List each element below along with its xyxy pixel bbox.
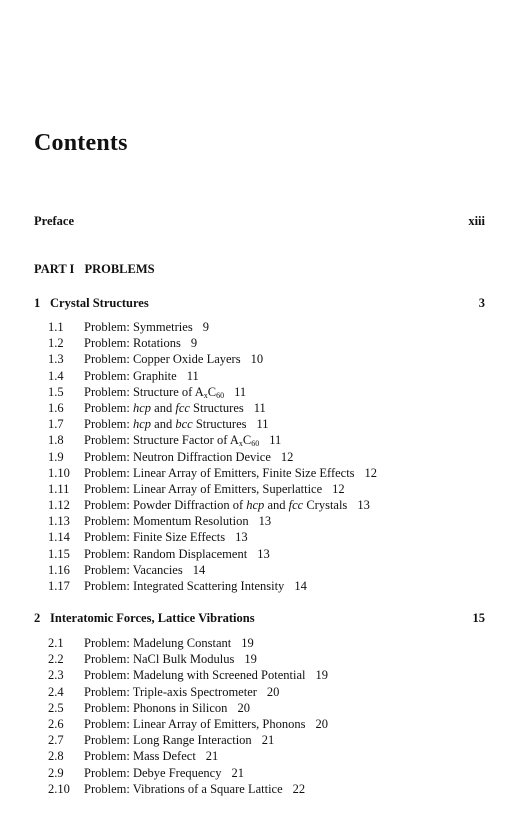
entry-text: Momentum Resolution bbox=[132, 514, 249, 529]
entry-italic: fcc bbox=[288, 498, 304, 513]
entry-text: C bbox=[242, 433, 252, 448]
entry-title bbox=[133, 320, 193, 334]
preface-label: Preface bbox=[34, 214, 75, 228]
toc-entry[interactable] bbox=[48, 732, 485, 748]
entry-text: Triple-axis Spectrometer bbox=[132, 684, 257, 699]
entry-prefix: Problem: bbox=[84, 481, 130, 496]
entry-title bbox=[133, 636, 231, 650]
entry-text: Mass Defect bbox=[132, 749, 196, 764]
part-heading bbox=[34, 262, 155, 277]
entry-prefix: Problem: bbox=[84, 368, 130, 383]
toc-entry[interactable] bbox=[48, 635, 485, 651]
entry-text: Structure of A bbox=[132, 384, 204, 399]
entry-number: 1.10 bbox=[48, 465, 70, 480]
toc-entry[interactable] bbox=[48, 416, 485, 432]
toc-entry[interactable] bbox=[48, 748, 485, 764]
entry-number: 1.13 bbox=[48, 514, 70, 529]
chapter-title-wrap bbox=[34, 296, 149, 311]
entry-text: Finite Size Effects bbox=[132, 530, 226, 545]
toc-entry[interactable] bbox=[48, 578, 485, 594]
entry-text: Powder Diffraction of bbox=[132, 498, 247, 513]
entry-text: NaCl Bulk Modulus bbox=[132, 652, 235, 667]
chapter-number: 2 bbox=[34, 611, 41, 625]
toc-entry[interactable] bbox=[48, 765, 485, 781]
entry-title bbox=[133, 433, 259, 447]
entry-title bbox=[133, 417, 247, 431]
chapter-title: Interatomic Forces, Lattice Vibrations bbox=[50, 611, 255, 625]
entry-prefix: Problem: bbox=[84, 514, 130, 529]
toc-entry[interactable] bbox=[48, 368, 485, 384]
entry-title bbox=[133, 385, 224, 399]
entry-prefix: Problem: bbox=[84, 336, 130, 351]
entry-page: 9 bbox=[190, 336, 198, 351]
toc-entry[interactable] bbox=[48, 351, 485, 367]
entry-number: 2.5 bbox=[48, 700, 64, 715]
chapter-heading[interactable] bbox=[34, 611, 485, 626]
entry-title bbox=[133, 733, 252, 747]
entry-title bbox=[133, 482, 322, 496]
chapter-title: Crystal Structures bbox=[50, 296, 149, 310]
entry-page: 21 bbox=[231, 765, 244, 780]
entry-prefix: Problem: bbox=[84, 652, 130, 667]
entry-subscript: 60 bbox=[216, 390, 225, 400]
entry-prefix: Problem: bbox=[84, 579, 130, 593]
entry-page: 11 bbox=[234, 384, 247, 399]
entry-page: 13 bbox=[257, 546, 270, 561]
entry-prefix: Problem: bbox=[84, 384, 130, 399]
entry-italic: fcc bbox=[175, 400, 190, 415]
entry-number: 2.4 bbox=[48, 684, 64, 699]
entry-number: 1.1 bbox=[48, 320, 64, 334]
entry-text: Phonons in Silicon bbox=[132, 700, 228, 715]
preface-page: xiii bbox=[468, 214, 485, 228]
entry-prefix: Problem: bbox=[84, 700, 130, 715]
entry-page: 12 bbox=[332, 481, 345, 496]
entry-title bbox=[133, 466, 355, 480]
entry-number: 1.5 bbox=[48, 384, 64, 399]
entry-prefix: Problem: bbox=[84, 765, 130, 780]
entry-prefix: Problem: bbox=[84, 465, 130, 480]
entry-title bbox=[133, 579, 284, 593]
entry-number: 1.12 bbox=[48, 498, 70, 513]
toc-entry[interactable] bbox=[48, 432, 485, 448]
toc-entry[interactable] bbox=[48, 684, 485, 700]
entry-subscript: x bbox=[238, 439, 243, 449]
entry-number: 2.2 bbox=[48, 652, 64, 667]
entry-number: 1.2 bbox=[48, 336, 64, 351]
entry-text: Structure Factor of A bbox=[132, 433, 239, 448]
entry-text: Linear Array of Emitters, Finite Size Effects bbox=[132, 465, 355, 480]
entry-text: Structures bbox=[192, 417, 247, 432]
entry-page: 19 bbox=[241, 636, 254, 650]
entry-prefix: Problem: bbox=[84, 546, 130, 561]
entry-text: Crystals bbox=[303, 498, 348, 513]
chapter-page: 15 bbox=[472, 611, 485, 625]
entry-title bbox=[133, 701, 227, 715]
entry-title bbox=[133, 717, 306, 731]
entry-text: Long Range Interaction bbox=[132, 733, 252, 748]
entry-subscript: x bbox=[203, 390, 208, 400]
entry-text: Random Displacement bbox=[132, 546, 248, 561]
entry-title bbox=[133, 450, 271, 464]
entry-text: Neutron Diffraction Device bbox=[132, 449, 271, 464]
entry-title bbox=[133, 766, 222, 780]
toc-entry[interactable] bbox=[48, 651, 485, 667]
toc-entry[interactable] bbox=[48, 513, 485, 529]
entry-number: 1.3 bbox=[48, 352, 64, 367]
entry-page: 22 bbox=[292, 781, 306, 796]
entry-text: Linear Array of Emitters, Phonons bbox=[132, 716, 306, 731]
entry-number: 1.15 bbox=[48, 546, 70, 561]
entry-title bbox=[133, 685, 257, 699]
entry-text: Structures bbox=[189, 400, 244, 415]
entry-text: Vibrations of a Square Lattice bbox=[132, 781, 283, 796]
entry-prefix: Problem: bbox=[84, 433, 130, 448]
entry-prefix: Problem: bbox=[84, 562, 130, 577]
entry-number: 2.3 bbox=[48, 668, 64, 683]
entry-page: 11 bbox=[256, 417, 269, 432]
entry-page: 11 bbox=[269, 433, 282, 448]
entry-page: 20 bbox=[237, 700, 250, 715]
entry-title bbox=[133, 369, 177, 383]
entry-prefix: Problem: bbox=[84, 320, 130, 334]
page-title: Contents bbox=[34, 130, 128, 156]
entry-number: 2.7 bbox=[48, 733, 64, 748]
toc-entry[interactable] bbox=[48, 497, 485, 513]
entry-title bbox=[133, 749, 196, 763]
entry-prefix: Problem: bbox=[84, 498, 130, 513]
entry-prefix: Problem: bbox=[84, 668, 130, 683]
entry-number: 1.6 bbox=[48, 400, 64, 415]
entry-text: Integrated Scattering Intensity bbox=[132, 579, 285, 593]
entry-text: Symmetries bbox=[132, 320, 193, 334]
toc-entry[interactable] bbox=[48, 562, 485, 578]
toc-entry[interactable] bbox=[48, 529, 485, 545]
entry-number: 1.7 bbox=[48, 417, 64, 432]
chapter-page: 3 bbox=[478, 296, 485, 310]
entry-italic: hcp bbox=[246, 498, 265, 513]
entry-prefix: Problem: bbox=[84, 749, 130, 764]
entry-prefix: Problem: bbox=[84, 781, 130, 796]
entry-page: 12 bbox=[280, 449, 294, 464]
entry-prefix: Problem: bbox=[84, 684, 130, 699]
entry-title bbox=[133, 514, 249, 528]
chapter-heading[interactable] bbox=[34, 296, 485, 311]
entry-title bbox=[133, 352, 241, 366]
toc-entry[interactable] bbox=[48, 481, 485, 497]
entry-page: 12 bbox=[364, 465, 378, 480]
entry-prefix: Problem: bbox=[84, 417, 130, 432]
entry-page: 14 bbox=[192, 562, 206, 577]
entry-title bbox=[133, 782, 283, 796]
entry-prefix: Problem: bbox=[84, 400, 130, 415]
entry-title bbox=[133, 652, 234, 666]
entry-number: 2.6 bbox=[48, 716, 64, 731]
entry-text: and bbox=[264, 498, 289, 513]
toc-entry[interactable] bbox=[48, 667, 485, 683]
entry-text: and bbox=[151, 417, 176, 432]
entry-prefix: Problem: bbox=[84, 352, 130, 367]
entry-page: 19 bbox=[244, 652, 257, 667]
entry-text: Debye Frequency bbox=[132, 765, 222, 780]
entry-number: 1.17 bbox=[48, 579, 70, 593]
entry-italic: hcp bbox=[132, 417, 152, 432]
entry-page: 9 bbox=[202, 320, 209, 334]
toc-entry[interactable] bbox=[48, 716, 485, 732]
chapter-entries bbox=[48, 319, 485, 594]
entry-page: 11 bbox=[253, 400, 266, 415]
entry-italic: bcc bbox=[175, 417, 193, 432]
entry-title bbox=[133, 668, 306, 682]
toc-entry[interactable] bbox=[48, 781, 485, 797]
entry-number: 1.16 bbox=[48, 562, 70, 577]
entry-number: 2.8 bbox=[48, 749, 64, 764]
chapter-number: 1 bbox=[34, 296, 41, 310]
entry-page: 21 bbox=[261, 733, 275, 748]
entry-number: 1.8 bbox=[48, 433, 64, 448]
entry-number: 2.9 bbox=[48, 765, 64, 780]
entry-text: Madelung Constant bbox=[132, 636, 232, 650]
entry-page: 19 bbox=[315, 668, 328, 683]
toc-entry[interactable] bbox=[48, 335, 485, 351]
entry-page: 20 bbox=[266, 684, 280, 699]
entry-title bbox=[133, 498, 347, 512]
chapter-title-wrap bbox=[34, 611, 255, 626]
entry-subscript: 60 bbox=[251, 439, 260, 449]
entry-text: Graphite bbox=[132, 368, 177, 383]
entry-page: 13 bbox=[235, 530, 248, 545]
entry-page: 14 bbox=[294, 579, 307, 593]
entry-text: C bbox=[207, 384, 217, 399]
toc-entry[interactable] bbox=[48, 700, 485, 716]
entry-title bbox=[133, 547, 247, 561]
entry-prefix: Problem: bbox=[84, 716, 130, 731]
entry-number: 1.14 bbox=[48, 530, 70, 545]
entry-page: 21 bbox=[205, 749, 219, 764]
entry-page: 10 bbox=[250, 352, 264, 367]
preface-entry[interactable] bbox=[34, 214, 485, 229]
entry-title bbox=[133, 530, 225, 544]
entry-text: Madelung with Screened Potential bbox=[132, 668, 306, 683]
toc-entry[interactable] bbox=[48, 546, 485, 562]
chapter-entries bbox=[48, 635, 485, 797]
toc-entry[interactable] bbox=[48, 384, 485, 400]
toc-entry[interactable] bbox=[48, 449, 485, 465]
entry-title bbox=[133, 336, 181, 350]
toc-entry[interactable] bbox=[48, 319, 485, 335]
entry-text: Rotations bbox=[132, 336, 181, 351]
entry-number: 2.1 bbox=[48, 636, 64, 650]
entry-page: 13 bbox=[357, 498, 370, 513]
part-title: PROBLEMS bbox=[84, 262, 155, 276]
entry-text: Vacancies bbox=[132, 562, 183, 577]
entry-text: Linear Array of Emitters, Superlattice bbox=[132, 481, 323, 496]
entry-italic: hcp bbox=[132, 400, 152, 415]
entry-text: Copper Oxide Layers bbox=[132, 352, 241, 367]
entry-prefix: Problem: bbox=[84, 636, 130, 650]
toc-entry[interactable] bbox=[48, 400, 485, 416]
entry-title bbox=[133, 563, 183, 577]
entry-page: 13 bbox=[258, 514, 272, 529]
entry-title bbox=[133, 401, 244, 415]
entry-page: 20 bbox=[315, 716, 329, 731]
part-label: PART I bbox=[34, 262, 75, 276]
entry-prefix: Problem: bbox=[84, 733, 130, 748]
entry-number: 1.9 bbox=[48, 449, 64, 464]
entry-text: and bbox=[151, 400, 176, 415]
entry-prefix: Problem: bbox=[84, 530, 130, 545]
toc-entry[interactable] bbox=[48, 465, 485, 481]
entry-page: 11 bbox=[186, 368, 199, 383]
entry-prefix: Problem: bbox=[84, 449, 130, 464]
entry-number: 1.4 bbox=[48, 368, 64, 383]
entry-number: 2.10 bbox=[48, 781, 70, 796]
entry-number: 1.11 bbox=[48, 481, 70, 496]
